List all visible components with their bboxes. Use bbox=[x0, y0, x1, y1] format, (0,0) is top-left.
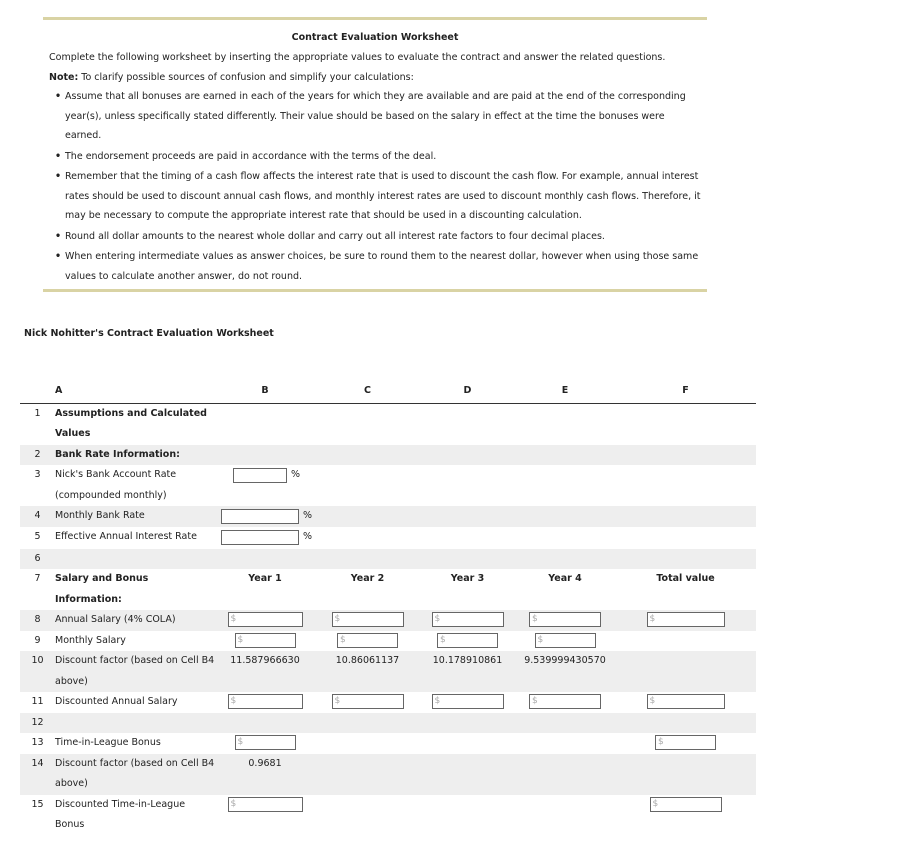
monthly-salary-y1-input[interactable]: $ bbox=[235, 633, 296, 648]
table-row bbox=[20, 445, 756, 466]
intro-instructions: Complete the following worksheet by inserting the appropriate values to evaluate the contract and answer the related questions. bbox=[49, 52, 666, 63]
intro-title: Contract Evaluation Worksheet bbox=[291, 32, 459, 43]
discount-factor-y1: 11.587966630 bbox=[215, 651, 315, 692]
intro-note bbox=[49, 68, 701, 88]
table-row bbox=[20, 403, 756, 445]
year-header: Year 2 bbox=[350, 573, 385, 584]
row-label: Annual Salary (4% COLA) bbox=[55, 610, 215, 631]
row-label: Discount factor (based on Cell B4 above) bbox=[55, 754, 215, 795]
table-row bbox=[20, 795, 756, 836]
annual-salary-y2-input[interactable]: $ bbox=[332, 612, 404, 627]
column-header: C bbox=[315, 380, 420, 403]
table-row bbox=[20, 754, 756, 795]
table-row bbox=[20, 549, 756, 570]
row-label: Effective Annual Interest Rate bbox=[55, 531, 197, 543]
discounted-bonus-y1-input[interactable]: $ bbox=[228, 797, 303, 812]
bonus-total-input[interactable]: $ bbox=[655, 735, 716, 750]
row-label: Time-in-League Bonus bbox=[55, 737, 161, 748]
monthly-rate-input[interactable] bbox=[221, 509, 299, 524]
row-number: 6 bbox=[20, 549, 55, 570]
worksheet-title: Nick Nohitter's Contract Evaluation Worksheet bbox=[24, 328, 274, 339]
row-number: 2 bbox=[20, 445, 55, 466]
year-header: Total value bbox=[656, 573, 715, 584]
table-row bbox=[20, 569, 756, 610]
discounted-salary-y4-input[interactable]: $ bbox=[529, 694, 601, 709]
percent-sign: % bbox=[303, 531, 313, 543]
table-row bbox=[20, 465, 756, 506]
row-number: 4 bbox=[20, 506, 55, 527]
row-label: Monthly Bank Rate bbox=[55, 506, 215, 527]
row-label: Discounted Annual Salary bbox=[55, 696, 178, 707]
row-label: Bank Rate Information: bbox=[55, 445, 315, 466]
row-number: 15 bbox=[31, 798, 44, 810]
list-item: • Remember that the timing of a cash flow affects the interest rate that is used to discount the cash flow. For example, annual interest rates should be used to discount annual cash flows, and monthly interest rates are used to discount monthly cash flows. Therefore, it may be necessary to compute the appropriate interest rate that should be used in a discounting calculation. bbox=[55, 167, 701, 226]
discounted-salary-y1-input[interactable]: $ bbox=[228, 694, 303, 709]
column-header-row bbox=[20, 380, 756, 403]
column-header: E bbox=[515, 380, 615, 403]
discounted-salary-total-input[interactable]: $ bbox=[647, 694, 725, 709]
list-item: • Assume that all bonuses are earned in each of the years for which they are available and are paid at the end of the corresponding year(s), unless specifically stated differently. Their value should be based on the salary in effect at the time the bonuses were earned. bbox=[55, 87, 701, 146]
table-row bbox=[20, 651, 756, 692]
row-number: 9 bbox=[34, 634, 41, 646]
assumption-list bbox=[49, 87, 701, 286]
list-item: • The endorsement proceeds are paid in accordance with the terms of the deal. bbox=[55, 147, 701, 167]
annual-salary-y3-input[interactable]: $ bbox=[432, 612, 504, 627]
year-header: Year 3 bbox=[450, 573, 485, 584]
row-number: 10 bbox=[20, 651, 55, 692]
annual-salary-y1-input[interactable]: $ bbox=[228, 612, 303, 627]
bank-rate-input[interactable] bbox=[233, 468, 287, 483]
table-row bbox=[20, 610, 756, 631]
table-row bbox=[20, 713, 756, 734]
table-row bbox=[20, 733, 756, 754]
monthly-salary-y3-input[interactable]: $ bbox=[437, 633, 498, 648]
row-number: 5 bbox=[34, 531, 41, 543]
list-item: • Round all dollar amounts to the nearest whole dollar and carry out all interest rate factors to four decimal places. bbox=[55, 227, 701, 247]
row-number: 3 bbox=[34, 469, 41, 480]
column-header: A bbox=[55, 380, 215, 403]
worksheet-table bbox=[20, 380, 756, 836]
discount-factor-y2: 10.86061137 bbox=[315, 651, 420, 692]
row-label: Discount factor (based on Cell B4 above) bbox=[55, 651, 215, 692]
discounted-bonus-total-input[interactable]: $ bbox=[650, 797, 722, 812]
note-label: Note: bbox=[49, 71, 79, 83]
table-row bbox=[20, 692, 756, 713]
discount-factor-y3: 10.178910861 bbox=[420, 651, 515, 692]
effective-rate-input[interactable] bbox=[221, 530, 299, 545]
column-header: D bbox=[420, 380, 515, 403]
row-number: 13 bbox=[31, 737, 44, 748]
discounted-salary-y2-input[interactable]: $ bbox=[332, 694, 404, 709]
row-label: Salary and Bonus Information: bbox=[55, 573, 149, 605]
row-number: 11 bbox=[31, 696, 44, 707]
monthly-salary-y4-input[interactable]: $ bbox=[535, 633, 596, 648]
note-text: To clarify possible sources of confusion and simplify your calculations: bbox=[78, 71, 414, 83]
list-item: • When entering intermediate values as answer choices, be sure to round them to the nearest dollar, however when using those same values to calculate another answer, do not round. bbox=[55, 247, 701, 286]
discount-factor-y4: 9.539999430570 bbox=[515, 651, 615, 692]
row-number: 14 bbox=[20, 754, 55, 795]
table-row bbox=[20, 631, 756, 652]
row-label: Discounted Time-in-League Bonus bbox=[55, 798, 186, 830]
annual-salary-total-input[interactable]: $ bbox=[647, 612, 725, 627]
bonus-y1-input[interactable]: $ bbox=[235, 735, 296, 750]
row-number: 7 bbox=[34, 573, 41, 584]
percent-sign: % bbox=[291, 469, 301, 480]
monthly-salary-y2-input[interactable]: $ bbox=[337, 633, 398, 648]
year-header: Year 1 bbox=[248, 573, 282, 584]
row-label: Monthly Salary bbox=[55, 634, 126, 646]
year-header: Year 4 bbox=[548, 573, 582, 584]
bonus-discount-factor: 0.9681 bbox=[215, 754, 315, 795]
instructions-panel bbox=[43, 17, 707, 292]
discounted-salary-y3-input[interactable]: $ bbox=[432, 694, 504, 709]
row-label: Assumptions and Calculated Values bbox=[55, 407, 207, 439]
column-header: F bbox=[615, 380, 756, 403]
table-row bbox=[20, 527, 756, 548]
row-number: 12 bbox=[20, 713, 55, 734]
row-number: 1 bbox=[34, 407, 41, 419]
row-label: Nick's Bank Account Rate (compounded monthly) bbox=[55, 469, 177, 501]
row-number: 8 bbox=[20, 610, 55, 631]
percent-sign: % bbox=[303, 510, 313, 521]
table-row bbox=[20, 506, 756, 527]
annual-salary-y4-input[interactable]: $ bbox=[529, 612, 601, 627]
column-header: B bbox=[215, 380, 315, 403]
